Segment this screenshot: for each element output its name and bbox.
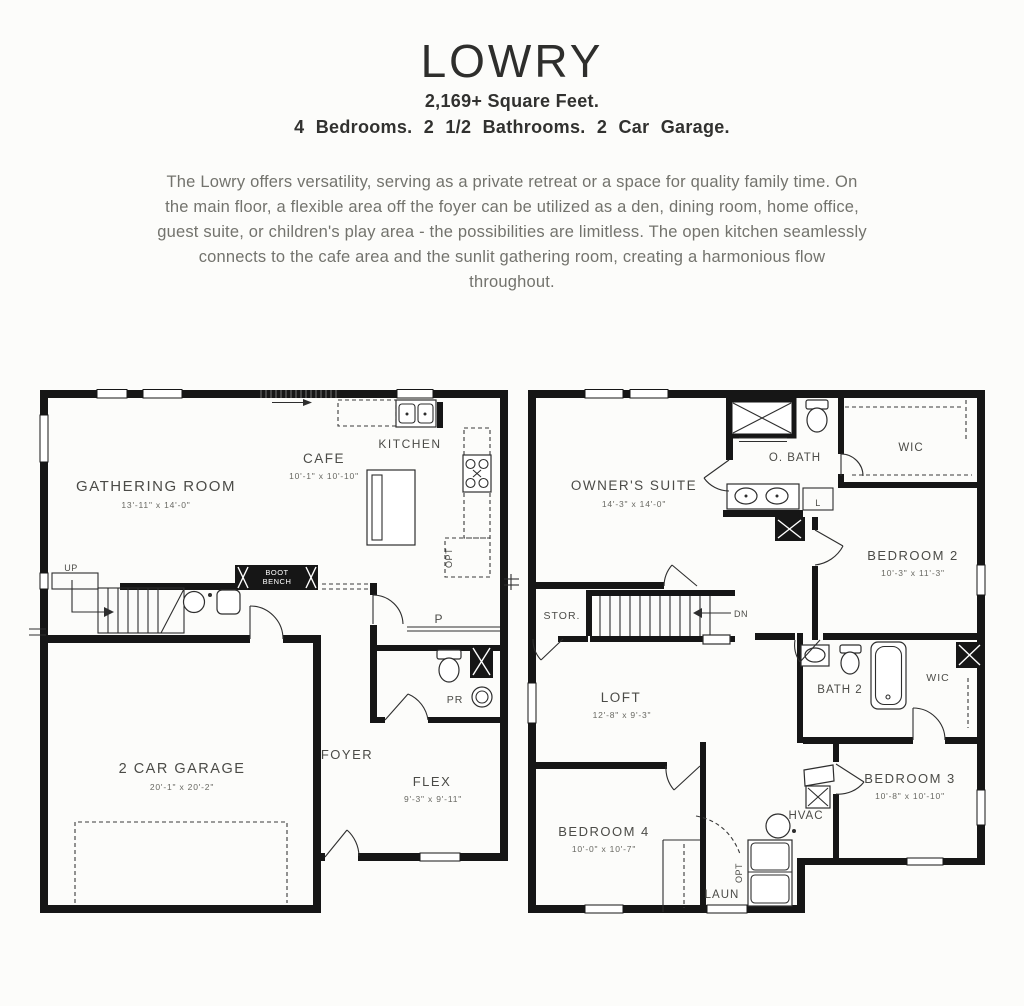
gathering-room-label: GATHERING ROOM <box>76 478 236 495</box>
opt-pantry-label: OPT <box>444 547 454 569</box>
stairs-first-floor <box>52 573 184 633</box>
first-floor-doors <box>250 595 428 857</box>
opt-laundry-label: OPT <box>734 862 744 884</box>
storage-label: STOR. <box>543 610 581 622</box>
loft-dims: 12'-8" x 9'-3" <box>592 710 652 720</box>
owners-wic-label: WIC <box>898 442 924 454</box>
mud-room-fixtures <box>184 590 241 614</box>
kitchen-label: KITCHEN <box>378 437 442 451</box>
square-feet-line: 2,169+ Square Feet. <box>424 91 600 111</box>
foyer-label: FOYER <box>320 747 374 762</box>
laundry-tub-icon <box>217 590 240 614</box>
utility-sink-icon <box>184 592 205 613</box>
stairs-down-arrow-icon <box>693 608 702 618</box>
flex-dims: 9'-3" x 9'-11" <box>403 794 463 804</box>
top-wall-arrow-icon <box>272 399 312 406</box>
wic-shelving <box>845 400 972 475</box>
bedroom4-closet <box>663 840 700 912</box>
pantry-label: P <box>434 612 444 626</box>
bath2-sink-icon <box>805 648 825 662</box>
bedroom2-dims: 10'-3" x 11'-3" <box>881 568 945 578</box>
bedroom3-label: BEDROOM 3 <box>864 771 956 786</box>
loft-label: LOFT <box>600 690 642 705</box>
bedroom2-label: BEDROOM 2 <box>867 548 959 563</box>
boot-bench-label-line2: BENCH <box>262 577 292 586</box>
cafe-label: CAFE <box>302 451 346 466</box>
toilet-icon <box>807 408 827 432</box>
kitchen-island <box>367 470 415 545</box>
powder-sink-icon <box>472 687 492 707</box>
water-heater-icon <box>766 814 790 838</box>
hvac-label: HVAC <box>788 810 824 822</box>
faucet-icon <box>208 593 212 597</box>
plan-title: LOWRY <box>420 35 604 87</box>
laundry-label: LAUN <box>704 889 740 901</box>
stairs-up-arrow-icon <box>104 607 114 617</box>
garage-dims: 20'-1" x 20'-2" <box>149 782 215 792</box>
toilet-icon <box>439 658 459 682</box>
first-floor-plan <box>29 390 519 914</box>
plan-description: The Lowry offers versatility, serving as a private retreat or a space for quality family time. On the main floor, a flexible area off the foyer can be utilized as a den, dining room, home office, guest suite, or children's play area - the possibilities are limitless. The open kitchen seamlessly connects to the cafe area and the sunlit gathering room, creating a harmonious flow throughout. <box>157 173 867 291</box>
powder-room-label: PR <box>446 694 464 706</box>
garage-door-outline <box>75 822 287 903</box>
kitchen-counter <box>338 400 396 426</box>
bedroom4-dims: 10'-0" x 10'-7" <box>571 844 637 854</box>
washer-dryer-icon <box>748 840 792 906</box>
bedroom4-label: BEDROOM 4 <box>558 824 650 839</box>
bath2-label: BATH 2 <box>817 684 863 696</box>
toilet-icon <box>841 652 859 674</box>
bedroom3-dims: 10'-8" x 10'-10" <box>875 791 945 801</box>
hvac-fixtures <box>766 765 834 838</box>
owners-suite-dims: 14'-3" x 14'-0" <box>601 499 667 509</box>
up-label: UP <box>64 563 78 573</box>
cased-opening <box>322 584 368 589</box>
linen-label: L <box>815 498 821 508</box>
wic2-label: WIC <box>926 672 950 684</box>
kitchen-fixtures <box>338 400 491 577</box>
second-floor-plan <box>528 390 985 914</box>
bed-bath-garage-line: 4 Bedrooms. 2 1/2 Bathrooms. 2 Car Garage. <box>294 117 730 137</box>
flex-label: FLEX <box>412 774 452 789</box>
boot-bench-label-line1: BOOT <box>265 568 289 577</box>
owners-bath-label: O. BATH <box>768 452 822 464</box>
gathering-room-dims: 13'-11" x 14'-0" <box>121 500 191 510</box>
cafe-dims: 10'-1" x 10'-10" <box>289 471 359 481</box>
owners-shower-icon <box>730 400 794 442</box>
garage-label: 2 CAR GARAGE <box>118 761 246 777</box>
owners-suite-label: OWNER'S SUITE <box>570 478 698 493</box>
down-label: DN <box>734 609 748 619</box>
